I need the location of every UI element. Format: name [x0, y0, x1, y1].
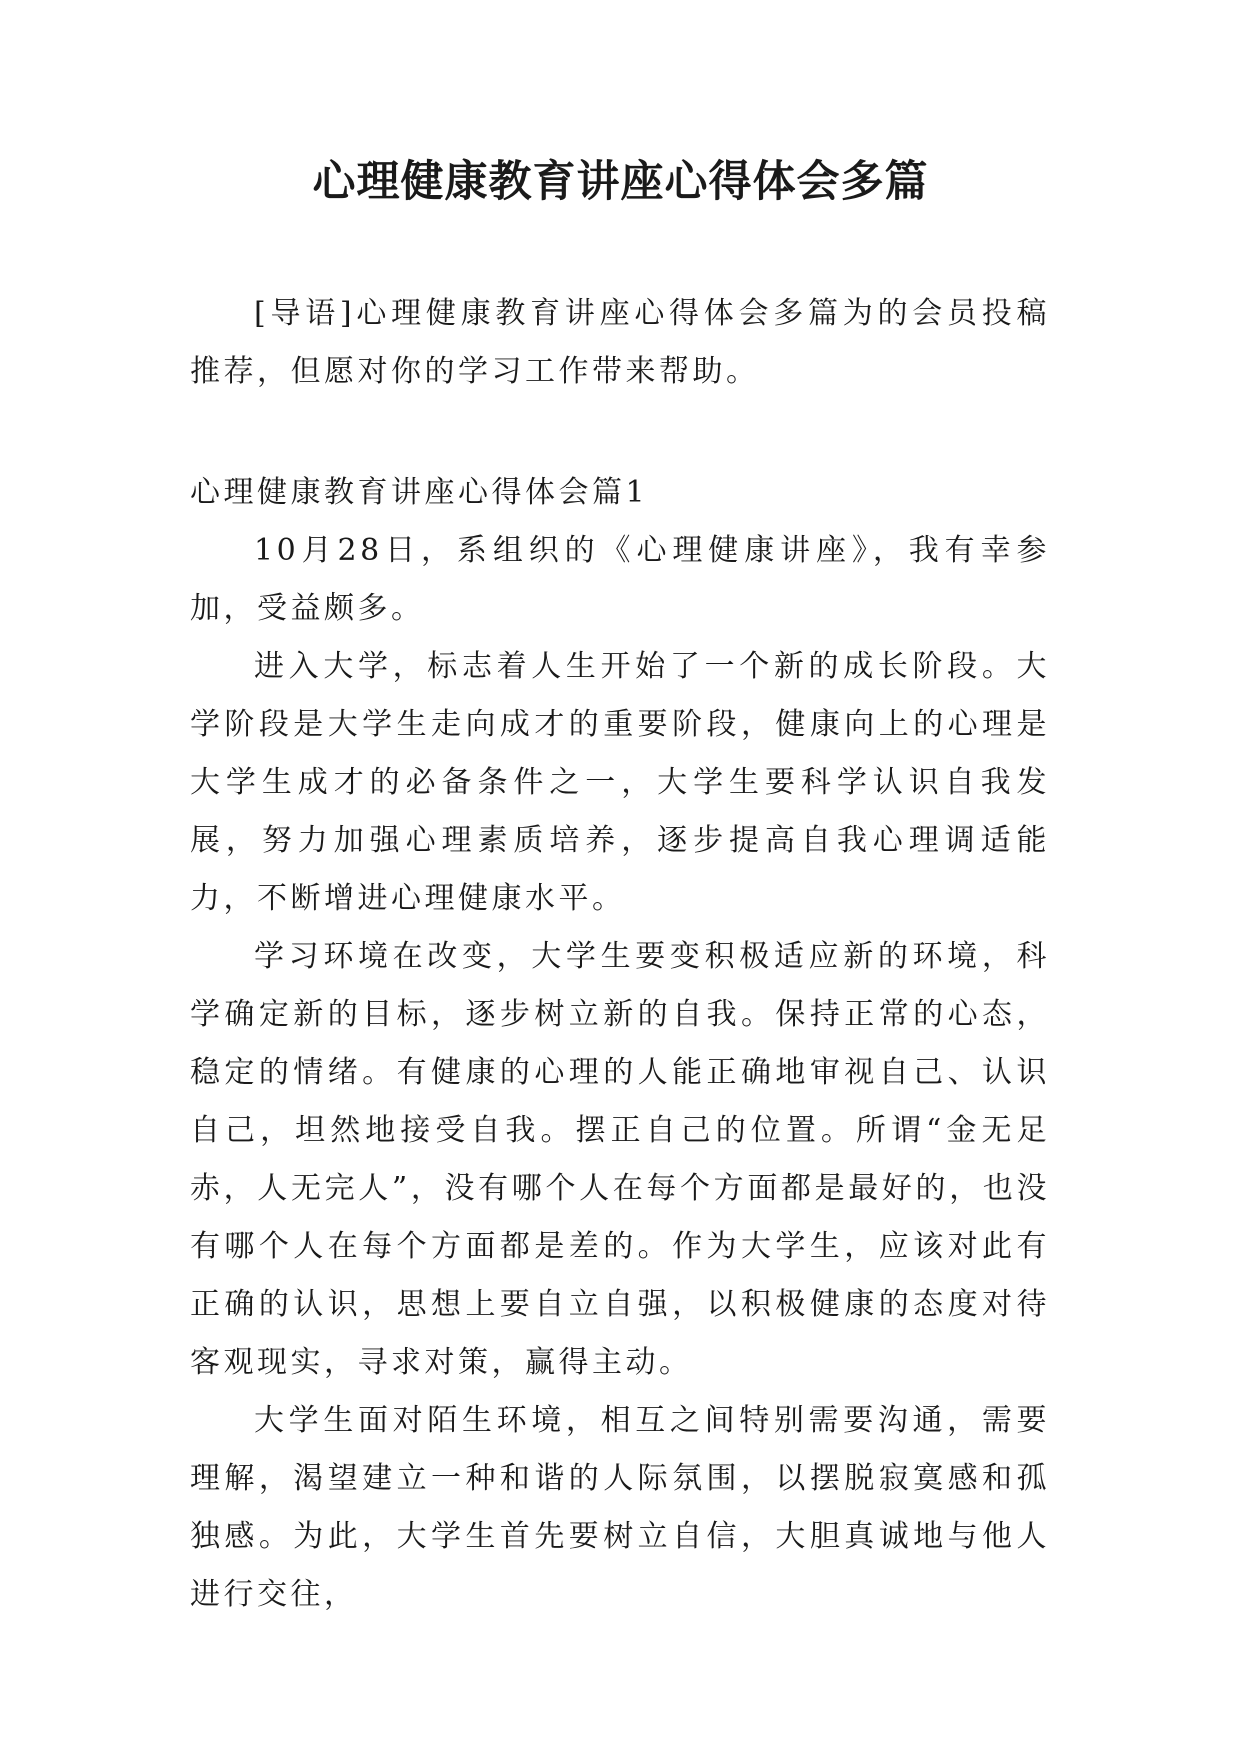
section-heading: 心理健康教育讲座心得体会篇1 — [190, 475, 649, 510]
document-title: 心理健康教育讲座心得体会多篇 — [312, 157, 929, 207]
body-paragraph: 进入大学，标志着人生开始了一个新的成长阶段。大学阶段是大学生走向成才的重要阶段，健康向上的心理是大学生成才的必备条件之一，大学生要科学认识自我发展，努力加强心理素质培养，逐步提高自我心理调适能力，不断增进心理健康水平。 — [190, 649, 1050, 916]
body-paragraph: 10月28日，系组织的《心理健康讲座》，我有幸参加，受益颇多。 — [190, 533, 1050, 626]
intro-paragraph: [导语]心理健康教育讲座心得体会多篇为的会员投稿推荐，但愿对你的学习工作带来帮助。 — [190, 296, 1050, 389]
body-paragraph: 大学生面对陌生环境，相互之间特别需要沟通，需要理解，渴望建立一种和谐的人际氛围，以摆脱寂寞感和孤独感。为此，大学生首先要树立自信，大胆真诚地与他人进行交往， — [190, 1403, 1050, 1612]
body-paragraph: 学习环境在改变，大学生要变积极适应新的环境，科学确定新的目标，逐步树立新的自我。保持正常的心态，稳定的情绪。有健康的心理的人能正确地审视自己、认识自己，坦然地接受自我。摆正自己的位置。所谓“金无足赤，人无完人”，没有哪个人在每个方面都是最好的，也没有哪个人在每个方面都是差的。作为大学生，应该对此有正确的认识，思想上要自立自强，以积极健康的态度对待客观现实，寻求对策，赢得主动。 — [190, 939, 1050, 1380]
